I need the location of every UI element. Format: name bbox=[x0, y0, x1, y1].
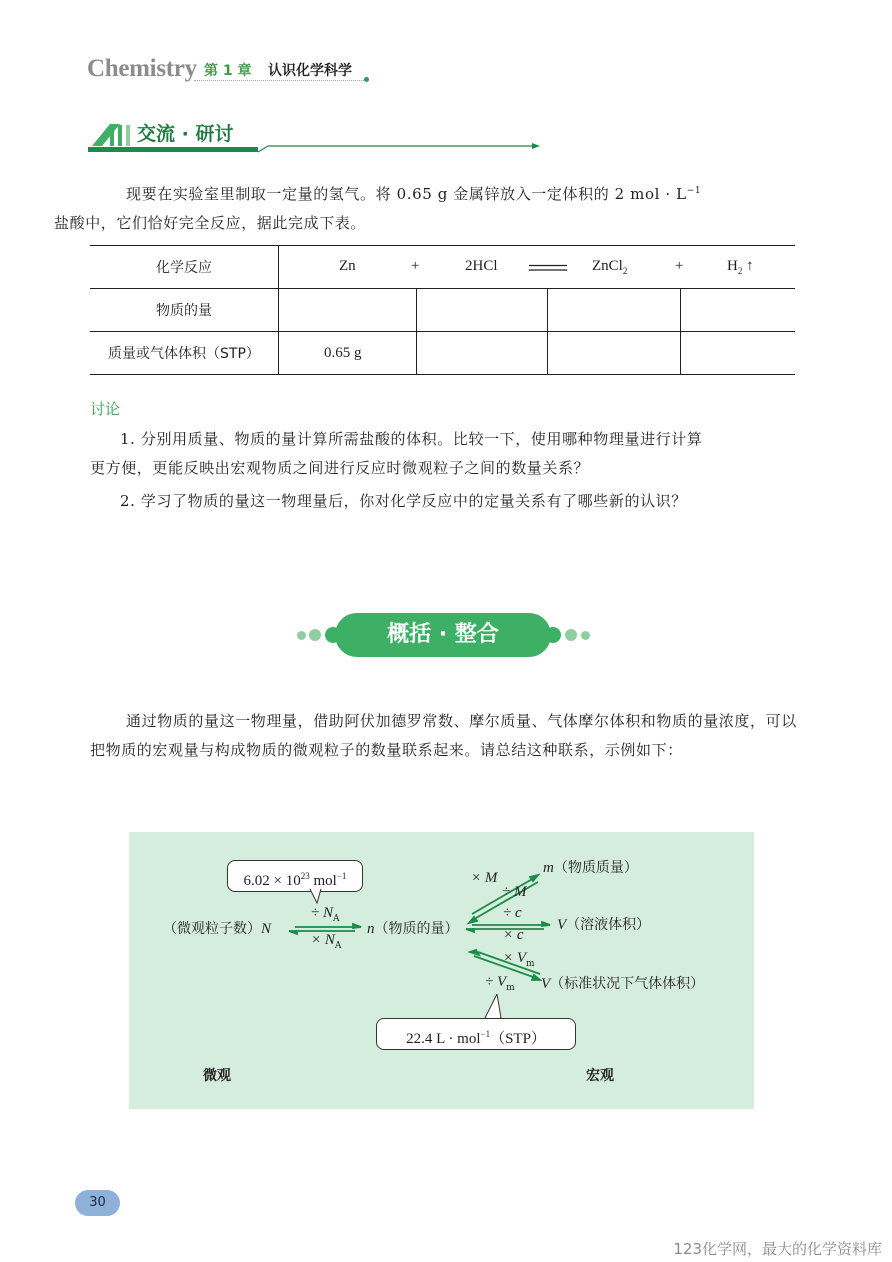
table-cell-empty bbox=[548, 332, 681, 375]
multiply-na-text: × N bbox=[311, 932, 335, 948]
divide-m-label bbox=[502, 884, 526, 901]
solution-volume-node bbox=[557, 914, 650, 934]
decor-dot bbox=[545, 627, 561, 643]
table-row bbox=[90, 332, 795, 375]
table-row bbox=[90, 289, 795, 332]
divide-c-text: ÷ c bbox=[503, 905, 522, 921]
particles-label: （微观粒子数） bbox=[163, 921, 261, 937]
table-cell-empty bbox=[548, 289, 681, 332]
divide-vm-text: ÷ V bbox=[485, 974, 507, 990]
page-number: 30 bbox=[75, 1190, 120, 1216]
eq-h2-sub: 2 bbox=[737, 266, 743, 276]
avogadro-unit-exp: −1 bbox=[336, 871, 347, 881]
molar-volume-callout-pointer bbox=[481, 994, 505, 1020]
discussion-question-2: 2. 学习了物质的量这一物理量后，你对化学反应中的定量关系有了哪些新的认识？ bbox=[120, 492, 687, 510]
gas-volume-node bbox=[541, 973, 704, 993]
summary-paragraph: 通过物质的量这一物理量，借助阿伏加德罗常数、摩尔质量、气体摩尔体积和物质的量浓度，可以把物质的宏观量与构成物质的微观粒子的数量联系起来。请总结这种联系，示例如下： bbox=[90, 712, 797, 759]
macro-label: 宏观 bbox=[586, 1068, 614, 1084]
table-row-label: 物质的量 bbox=[90, 289, 279, 332]
mass-symbol: m bbox=[543, 860, 554, 876]
avogadro-callout bbox=[227, 860, 363, 892]
table-cell-empty bbox=[681, 332, 796, 375]
amount-node bbox=[367, 918, 459, 938]
micro-label: 微观 bbox=[203, 1068, 231, 1084]
mass-node bbox=[543, 857, 638, 877]
na-sub: A bbox=[333, 913, 340, 924]
table-cell-empty bbox=[417, 289, 548, 332]
avogadro-exp: 23 bbox=[300, 871, 310, 881]
header-dotted-rule bbox=[194, 80, 364, 81]
eq-hcl: 2HCl bbox=[465, 258, 498, 274]
eq-zncl2-base: ZnCl bbox=[592, 258, 623, 274]
table-row bbox=[90, 246, 795, 289]
particles-node bbox=[163, 918, 271, 938]
divide-c-label bbox=[503, 905, 522, 922]
eq-zn: Zn bbox=[339, 258, 356, 274]
discussion-question-1-line1: 1. 分别用质量、物质的量计算所需盐酸的体积。比较一下，使用哪种物理量进行计算 bbox=[120, 430, 703, 448]
table-cell-empty bbox=[279, 289, 417, 332]
mass-label: （物质质量） bbox=[553, 860, 638, 876]
decor-dot bbox=[565, 629, 577, 641]
running-header-chapter-title: 认识化学科学 bbox=[268, 63, 352, 79]
eq-plus-2: + bbox=[675, 258, 684, 274]
multiply-m-label bbox=[471, 870, 497, 887]
exchange-intro bbox=[54, 177, 800, 238]
exchange-intro-sup: −1 bbox=[686, 186, 702, 196]
eq-equals-sign bbox=[529, 264, 567, 272]
divide-na-text: ÷ N bbox=[311, 905, 333, 921]
running-header-chapter: 第 1 章 bbox=[204, 63, 252, 79]
solution-volume-symbol: V bbox=[557, 917, 567, 933]
multiply-m-text: × M bbox=[471, 870, 498, 886]
molar-volume-condition: （STP） bbox=[490, 1031, 546, 1047]
amount-label: （物质的量） bbox=[374, 921, 459, 937]
molar-volume-callout bbox=[376, 1018, 576, 1050]
summary-section-title: 概括 · 整合 bbox=[335, 613, 551, 657]
divide-m-text: ÷ M bbox=[502, 884, 527, 900]
table-cell-empty bbox=[681, 289, 796, 332]
gas-volume-symbol: V bbox=[541, 976, 551, 992]
eq-h2-base: H bbox=[727, 258, 738, 274]
equation-cell bbox=[279, 246, 796, 289]
table-row-label: 化学反应 bbox=[90, 246, 279, 289]
exchange-intro-line2: 盐酸中，它们恰好完全反应，据此完成下表。 bbox=[54, 214, 367, 232]
discussion-question-1-line2: 更方便，更能反映出宏观物质之间进行反应时微观粒子之间的数量关系？ bbox=[90, 459, 590, 477]
molar-volume-value: 22.4 L · mol bbox=[406, 1031, 481, 1047]
avogadro-callout-pointer bbox=[309, 889, 329, 905]
eq-zncl2-sub: 2 bbox=[622, 266, 628, 276]
decor-dot bbox=[581, 631, 590, 640]
table-cell-mass-zn: 0.65 g bbox=[279, 332, 417, 375]
avogadro-unit: mol bbox=[309, 873, 337, 889]
na-sub: A bbox=[334, 940, 342, 951]
amount-symbol: n bbox=[367, 921, 375, 937]
multiply-na-label bbox=[311, 932, 341, 951]
particles-symbol: N bbox=[261, 921, 272, 937]
eq-zncl2 bbox=[592, 258, 627, 276]
decor-dot bbox=[297, 631, 306, 640]
multiply-vm-text: × V bbox=[503, 950, 527, 966]
header-rule-end-dot bbox=[364, 77, 369, 82]
discussion-heading: 讨论 bbox=[90, 400, 121, 418]
molar-volume-exp: −1 bbox=[480, 1029, 491, 1039]
multiply-vm-label bbox=[503, 950, 535, 969]
gas-arrow-icon: ↑ bbox=[746, 258, 754, 274]
quantity-relationship-diagram bbox=[129, 832, 754, 1109]
eq-h2 bbox=[727, 258, 754, 276]
eq-plus-1: + bbox=[411, 258, 420, 274]
discussion-question-1 bbox=[90, 425, 802, 483]
divide-na-label bbox=[311, 905, 340, 924]
multiply-c-text: × c bbox=[503, 927, 524, 943]
decor-dot bbox=[309, 629, 321, 641]
avogadro-value: 6.02 × 10 bbox=[243, 873, 301, 889]
running-header-subject: Chemistry bbox=[87, 55, 197, 82]
vm-sub: m bbox=[526, 958, 535, 969]
exchange-intro-line1: 现要在实验室里制取一定量的氢气。将 0.65 g 金属锌放入一定体积的 2 mol · L bbox=[126, 185, 687, 203]
exchange-section-title: 交流 · 研讨 bbox=[137, 123, 234, 145]
table-cell-empty bbox=[417, 332, 548, 375]
table-row-label: 质量或气体体积（STP） bbox=[90, 332, 279, 375]
solution-volume-label: （溶液体积） bbox=[566, 917, 651, 933]
multiply-c-label bbox=[503, 927, 524, 944]
gas-volume-label: （标准状况下气体体积） bbox=[550, 976, 705, 992]
vm-sub: m bbox=[506, 982, 515, 993]
watermark-text: 123化学网，最大的化学资料库 bbox=[673, 1240, 882, 1258]
divide-vm-label bbox=[485, 974, 515, 993]
reaction-table bbox=[90, 245, 795, 375]
